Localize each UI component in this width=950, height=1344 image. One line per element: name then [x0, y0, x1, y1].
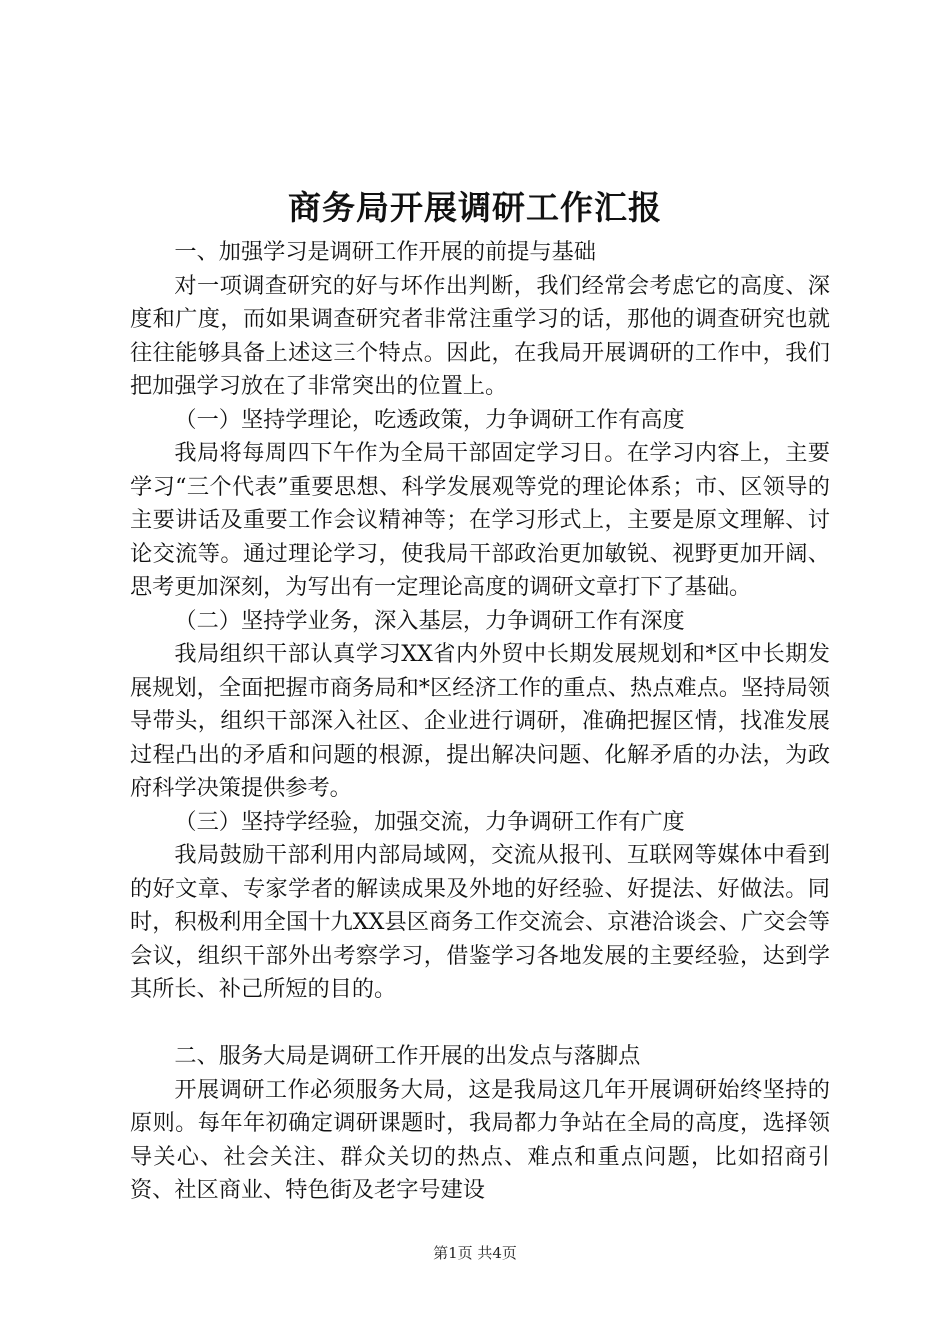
section-heading-2: 二、服务大局是调研工作开展的出发点与落脚点 [174, 1043, 641, 1069]
paragraph-business: 我局组织干部认真学习XX省内外贸中长期发展规划和*区中长期发展规划，全面把握市商务局和*区经济工作的重点、热点难点。坚持局领导带头，组织干部深入社区、企业进行调研，准确把握区情，找准发展过程凸出的矛盾和问题的根源，提出解决问题、化解矛盾的办法，为政府科学决策提供参考。 [130, 641, 830, 801]
document-title: 商务局开展调研工作汇报 [288, 188, 662, 227]
page-footer: 第1页 共4页 [433, 1244, 517, 1262]
paragraph-intro: 对一项调查研究的好与坏作出判断，我们经常会考虑它的高度、深度和广度，而如果调查研究者非常注重学习的话，那他的调查研究也就往往能够具备上述这三个特点。因此，在我局开展调研的工作中，我们把加强学习放在了非常突出的位置上。 [130, 272, 830, 399]
subsection-heading-1: （一）坚持学理论，吃透政策，力争调研工作有高度 [174, 406, 685, 433]
subsection-heading-3: （三）坚持学经验，加强交流，力争调研工作有广度 [174, 808, 685, 835]
paragraph-experience: 我局鼓励干部利用内部局域网，交流从报刊、互联网等媒体中看到的好文章、专家学者的解读成果及外地的好经验、好提法、好做法。同时，积极利用全国十九XX县区商务工作交流会、京港洽谈会、广交会等会议，组织干部外出考察学习，借鉴学习各地发展的主要经验，达到学其所长、补己所短的目的。 [130, 842, 830, 1002]
paragraph-theory: 我局将每周四下午作为全局干部固定学习日。在学习内容上，主要学习“三个代表”重要思想、科学发展观等党的理论体系；市、区领导的主要讲话及重要工作会议精神等；在学习形式上，主要是原文理解、讨论交流等。通过理论学习，使我局干部政治更加敏锐、视野更加开阔、思考更加深刻，为写出有一定理论高度的调研文章打下了基础。 [130, 440, 830, 600]
document-body [130, 236, 830, 1208]
subsection-heading-2: （二）坚持学业务，深入基层，力争调研工作有深度 [174, 607, 685, 634]
paragraph-service: 开展调研工作必须服务大局，这是我局这几年开展调研始终坚持的原则。每年年初确定调研课题时，我局都力争站在全局的高度，选择领导关心、社会关注、群众关切的热点、难点和重点问题，比如招商引资、社区商业、特色街及老字号建设 [130, 1076, 830, 1203]
section-heading-1: 一、加强学习是调研工作开展的前提与基础 [174, 239, 596, 265]
